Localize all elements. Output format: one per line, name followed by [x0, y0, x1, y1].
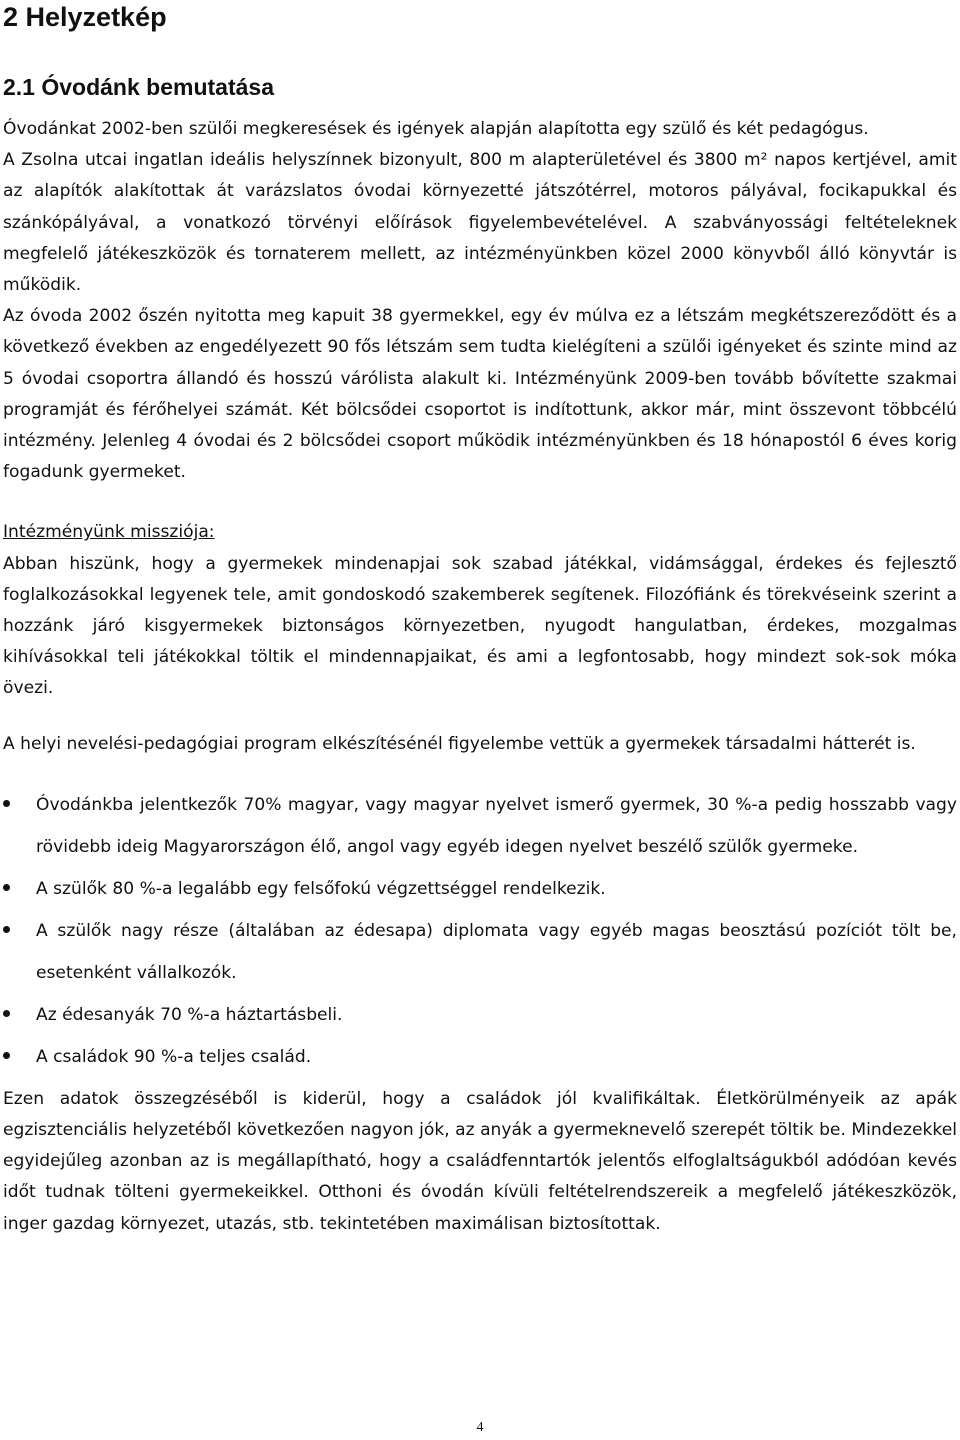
intro-paragraph: Óvodánkat 2002-ben szülői megkeresések és igények alapján alapította egy szülő és két pedagógus. — [3, 119, 869, 139]
bullet-text: Az édesanyák 70 %-a háztartásbeli. — [36, 1004, 343, 1025]
building-paragraph: A Zsolna utcai ingatlan ideális helyszínnek bizonyult, 800 m alapterületével és 3800 m² napos kertjével, amit az alapítók alakítottak át varázslatos óvodai környezetté játszótérrel, motoros pályával, focikapukkal és szánkópályával, a vonatkozó törvényi előírások figyelembevételével. A szabványossági feltételeknek megfelelő játékeszközök és tornaterem mellett, az intézményünkben közel 2000 könyvből álló könyvtár is működik. — [3, 150, 957, 296]
bullet-text: A családok 90 %-a teljes család. — [36, 1046, 312, 1067]
page-number: 4 — [476, 1420, 484, 1435]
summary-paragraph: Ezen adatok összegzéséből is kiderül, hogy a családok jól kvalifikáltak. Életkörülményeik az apák egzisztenciális helyzetéből következően nagyon jók, az anyák a gyermeknevelő szerepét töltik be. Mindezekkel egyidejűleg azonban az is megállapítható, hogy a családfenntartók jelentős elfoglaltságukból adódóan kevés időt tudnak tölteni gyermekeikkel. Otthoni és óvodán kívüli feltételrendszereik a megfelelő játékeszközök, inger gazdag környezet, utazás, stb. tekintetében maximálisan biztosítottak. — [3, 1088, 957, 1234]
bullet-text: Óvodánkba jelentkezők 70% magyar, vagy magyar nyelvet ismerő gyermek, 30 %-a pedig hosszabb vagy rövidebb ideig Magyarországon élő, angol vagy egyéb idegen nyelvet beszélő szülők gyermeke. — [36, 794, 957, 857]
bullet-text: A szülők nagy része (általában az édesapa) diplomata vagy egyéb magas beosztású pozíciót tölt be, esetenként vállalkozók. — [36, 920, 957, 983]
chapter-title: 2 Helyzetkép — [3, 2, 167, 32]
bullet-item — [3, 994, 957, 1036]
bullet-dot-icon — [3, 800, 10, 807]
mission-paragraph: Abban hiszünk, hogy a gyermekek mindenapjai sok szabad játékkal, vidámsággal, érdekes és fejlesztő foglalkozásokkal legyenek tele, amit gondoskodó szakemberek segítenek. Filozófiánk és törekvéseink szerint a hozzánk járó kisgyermekek biztonságos környezetben, nyugodt hangulatban, érdekes, mozgalmas kihívásokkal teli játékokkal töltik el mindennapjaikat, és ami a legfontosabb, hogy mindezt sok-sok móka övezi. — [3, 553, 957, 699]
bullet-dot-icon — [3, 884, 10, 891]
background-bullet-list — [3, 784, 957, 1078]
history-paragraph: Az óvoda 2002 őszén nyitotta meg kapuit 38 gyermekkel, egy év múlva ez a létszám megkétszereződött és a következő években az engedélyezett 90 fős létszám sem tudta kielégíteni a szülői igényeket és szinte mind az 5 óvodai csoportra állandó és hosszú várólista alakult ki. Intézményünk 2009-ben tovább bővítette szakmai programját és férőhelyei számát. Két bölcsődei csoportot is indítottunk, akkor már, mint összevont többcélú intézmény. Jelenleg 4 óvodai és 2 bölcsődei csoport működik intézményünkben és 18 hónapostól 6 éves korig fogadunk gyermeket. — [3, 306, 957, 483]
document-page — [3, 0, 957, 1240]
background-paragraph: A helyi nevelési-pedagógiai program elkészítésénél figyelembe vettük a gyermekek társadalmi hátterét is. — [3, 733, 916, 754]
bullet-item — [3, 868, 957, 910]
section-title: 2.1 Óvodánk bemutatása — [3, 74, 274, 100]
bullet-dot-icon — [3, 926, 10, 933]
bullet-dot-icon — [3, 1052, 10, 1059]
bullet-item — [3, 910, 957, 994]
mission-title: Intézményünk missziója: — [3, 522, 215, 543]
bullet-item — [3, 784, 957, 868]
bullet-dot-icon — [3, 1010, 10, 1017]
bullet-text: A szülők 80 %-a legalább egy felsőfokú végzettséggel rendelkezik. — [36, 878, 606, 899]
bullet-item — [3, 1036, 957, 1078]
